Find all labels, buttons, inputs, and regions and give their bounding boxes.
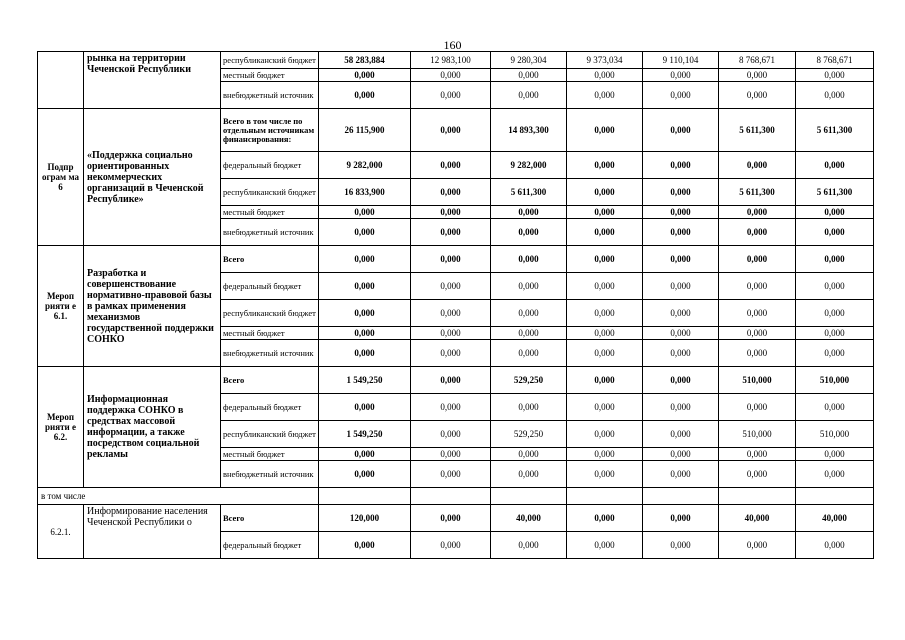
source-cell: Всего в том числе по отдельным источникам финансирования:: [221, 109, 319, 152]
value-cell: 0,000: [319, 219, 411, 246]
value-cell: 0,000: [719, 394, 796, 421]
in-total-label: в том числе: [38, 488, 319, 505]
value-cell: 40,000: [719, 505, 796, 532]
value-cell: 0,000: [411, 300, 491, 327]
value-cell: 9 282,000: [491, 152, 567, 179]
source-cell: внебюджетный источник: [221, 219, 319, 246]
value-cell: 0,000: [567, 505, 643, 532]
value-cell: 0,000: [567, 69, 643, 82]
source-cell: внебюджетный источник: [221, 82, 319, 109]
value-cell: 0,000: [719, 246, 796, 273]
block-code: Мероп рияти е 6.1.: [38, 246, 84, 367]
financing-table: [37, 51, 874, 559]
source-cell: республиканский бюджет: [221, 421, 319, 448]
value-cell: 0,000: [491, 273, 567, 300]
block-code: 6.2.1.: [38, 505, 84, 559]
value-cell: 0,000: [796, 394, 874, 421]
table-row: [38, 109, 874, 152]
value-cell: 0,000: [319, 246, 411, 273]
value-cell: 0,000: [796, 461, 874, 488]
value-cell: 14 893,300: [491, 109, 567, 152]
value-cell: 0,000: [567, 532, 643, 559]
value-cell: 0,000: [491, 69, 567, 82]
value-cell: 0,000: [319, 300, 411, 327]
block-name: Информационная поддержка СОНКО в средствах массовой информации, а также посредством социальной рекламы: [84, 367, 221, 488]
value-cell: 510,000: [719, 421, 796, 448]
value-cell: 0,000: [491, 394, 567, 421]
value-cell: 0,000: [411, 505, 491, 532]
value-cell: 5 611,300: [719, 179, 796, 206]
value-cell: 0,000: [319, 327, 411, 340]
value-cell: 0,000: [411, 109, 491, 152]
value-cell: 0,000: [567, 300, 643, 327]
value-cell: 0,000: [643, 152, 719, 179]
value-cell: 510,000: [796, 367, 874, 394]
value-cell: 1 549,250: [319, 367, 411, 394]
block-name: Разработка и совершенствование нормативно-правовой базы в рамках применения механизмов государственной поддержки СОНКО: [84, 246, 221, 367]
value-cell: 0,000: [491, 219, 567, 246]
value-cell: 8 768,671: [796, 52, 874, 69]
value-cell: 0,000: [319, 448, 411, 461]
page-number: 160: [443, 38, 462, 52]
block-name: рынка на территории Чеченской Республики: [84, 52, 221, 109]
source-cell: внебюджетный источник: [221, 461, 319, 488]
value-cell: 0,000: [643, 340, 719, 367]
value-cell: 0,000: [491, 82, 567, 109]
value-cell: 0,000: [567, 461, 643, 488]
value-cell: 8 768,671: [719, 52, 796, 69]
value-cell: 0,000: [319, 461, 411, 488]
block-name: Информирование населения Чеченской Республики о: [84, 505, 221, 559]
value-cell: 0,000: [411, 421, 491, 448]
value-cell: 0,000: [719, 461, 796, 488]
source-cell: республиканский бюджет: [221, 179, 319, 206]
value-cell: 0,000: [411, 394, 491, 421]
value-cell: 0,000: [643, 69, 719, 82]
value-cell: 0,000: [491, 532, 567, 559]
value-cell: 0,000: [643, 82, 719, 109]
value-cell: 510,000: [719, 367, 796, 394]
source-cell: республиканский бюджет: [221, 52, 319, 69]
value-cell: 9 280,304: [491, 52, 567, 69]
table-row: [38, 52, 874, 69]
value-cell: 0,000: [319, 206, 411, 219]
value-cell: 0,000: [567, 367, 643, 394]
value-cell: 0,000: [567, 273, 643, 300]
value-cell: 9 373,034: [567, 52, 643, 69]
value-cell: 1 549,250: [319, 421, 411, 448]
value-cell: 0,000: [491, 206, 567, 219]
value-cell: 0,000: [491, 461, 567, 488]
source-cell: местный бюджет: [221, 69, 319, 82]
value-cell: 0,000: [491, 448, 567, 461]
value-cell: 5 611,300: [719, 109, 796, 152]
value-cell: 0,000: [643, 206, 719, 219]
value-cell: 0,000: [411, 219, 491, 246]
value-cell: 0,000: [796, 340, 874, 367]
value-cell: 0,000: [643, 421, 719, 448]
value-cell: 0,000: [719, 219, 796, 246]
value-cell: 0,000: [411, 327, 491, 340]
value-cell: 0,000: [796, 327, 874, 340]
value-cell: 0,000: [643, 109, 719, 152]
value-cell: 0,000: [567, 448, 643, 461]
value-cell: 0,000: [719, 69, 796, 82]
value-cell: 0,000: [719, 532, 796, 559]
source-cell: местный бюджет: [221, 327, 319, 340]
value-cell: 0,000: [796, 532, 874, 559]
value-cell: 0,000: [411, 532, 491, 559]
value-cell: 0,000: [411, 69, 491, 82]
source-cell: внебюджетный источник: [221, 340, 319, 367]
value-cell: 0,000: [411, 152, 491, 179]
value-cell: 0,000: [567, 340, 643, 367]
value-cell: 0,000: [643, 367, 719, 394]
value-cell: 0,000: [319, 532, 411, 559]
value-cell: 0,000: [567, 327, 643, 340]
source-cell: федеральный бюджет: [221, 394, 319, 421]
value-cell: 9 282,000: [319, 152, 411, 179]
value-cell: 0,000: [411, 367, 491, 394]
value-cell: 0,000: [719, 448, 796, 461]
value-cell: 0,000: [643, 219, 719, 246]
value-cell: 0,000: [643, 461, 719, 488]
value-cell: 5 611,300: [796, 109, 874, 152]
value-cell: 0,000: [411, 82, 491, 109]
value-cell: 0,000: [796, 219, 874, 246]
value-cell: 0,000: [491, 246, 567, 273]
value-cell: 0,000: [567, 206, 643, 219]
value-cell: 5 611,300: [796, 179, 874, 206]
value-cell: 0,000: [719, 206, 796, 219]
value-cell: 0,000: [643, 394, 719, 421]
value-cell: 0,000: [411, 340, 491, 367]
value-cell: 0,000: [567, 421, 643, 448]
source-cell: республиканский бюджет: [221, 300, 319, 327]
value-cell: 0,000: [319, 273, 411, 300]
value-cell: 0,000: [567, 152, 643, 179]
value-cell: 529,250: [491, 367, 567, 394]
value-cell: 0,000: [567, 246, 643, 273]
value-cell: 0,000: [643, 505, 719, 532]
block-code: [38, 52, 84, 109]
value-cell: 0,000: [319, 340, 411, 367]
source-cell: местный бюджет: [221, 206, 319, 219]
value-cell: 0,000: [491, 300, 567, 327]
value-cell: 0,000: [796, 82, 874, 109]
value-cell: 0,000: [643, 327, 719, 340]
value-cell: 0,000: [643, 179, 719, 206]
value-cell: 0,000: [567, 179, 643, 206]
value-cell: 26 115,900: [319, 109, 411, 152]
value-cell: 0,000: [719, 152, 796, 179]
source-cell: местный бюджет: [221, 448, 319, 461]
value-cell: 58 283,884: [319, 52, 411, 69]
block-name: «Поддержка социально ориентированных некоммерческих организаций в Чеченской Республике»: [84, 109, 221, 246]
value-cell: 0,000: [796, 300, 874, 327]
value-cell: 0,000: [319, 82, 411, 109]
table-row: [38, 367, 874, 394]
value-cell: 0,000: [796, 69, 874, 82]
value-cell: 0,000: [719, 327, 796, 340]
source-cell: федеральный бюджет: [221, 152, 319, 179]
block-code: Подпр ограм ма 6: [38, 109, 84, 246]
value-cell: 0,000: [567, 219, 643, 246]
value-cell: 12 983,100: [411, 52, 491, 69]
value-cell: 0,000: [796, 273, 874, 300]
value-cell: 0,000: [567, 109, 643, 152]
value-cell: 0,000: [411, 179, 491, 206]
value-cell: 0,000: [411, 273, 491, 300]
value-cell: 0,000: [719, 273, 796, 300]
value-cell: 0,000: [643, 273, 719, 300]
value-cell: 0,000: [319, 394, 411, 421]
value-cell: 0,000: [319, 69, 411, 82]
value-cell: 120,000: [319, 505, 411, 532]
value-cell: 0,000: [643, 448, 719, 461]
value-cell: 0,000: [567, 82, 643, 109]
value-cell: 9 110,104: [643, 52, 719, 69]
value-cell: 0,000: [411, 206, 491, 219]
table-row: [38, 505, 874, 532]
value-cell: 0,000: [411, 448, 491, 461]
value-cell: 510,000: [796, 421, 874, 448]
value-cell: 0,000: [796, 152, 874, 179]
value-cell: 40,000: [796, 505, 874, 532]
value-cell: 0,000: [719, 340, 796, 367]
source-cell: федеральный бюджет: [221, 532, 319, 559]
source-cell: Всего: [221, 367, 319, 394]
value-cell: 0,000: [411, 461, 491, 488]
value-cell: 5 611,300: [491, 179, 567, 206]
value-cell: 16 833,900: [319, 179, 411, 206]
value-cell: 529,250: [491, 421, 567, 448]
table-row: [38, 488, 874, 505]
value-cell: 0,000: [796, 206, 874, 219]
value-cell: 0,000: [796, 448, 874, 461]
value-cell: 0,000: [643, 532, 719, 559]
block-code: Мероп рияти е 6.2.: [38, 367, 84, 488]
value-cell: 0,000: [491, 327, 567, 340]
value-cell: 0,000: [796, 246, 874, 273]
source-cell: Всего: [221, 505, 319, 532]
value-cell: 0,000: [643, 246, 719, 273]
value-cell: 0,000: [719, 82, 796, 109]
table-row: [38, 246, 874, 273]
value-cell: 0,000: [491, 340, 567, 367]
value-cell: 0,000: [719, 300, 796, 327]
value-cell: 0,000: [411, 246, 491, 273]
value-cell: 0,000: [643, 300, 719, 327]
source-cell: Всего: [221, 246, 319, 273]
value-cell: 40,000: [491, 505, 567, 532]
value-cell: 0,000: [567, 394, 643, 421]
source-cell: федеральный бюджет: [221, 273, 319, 300]
